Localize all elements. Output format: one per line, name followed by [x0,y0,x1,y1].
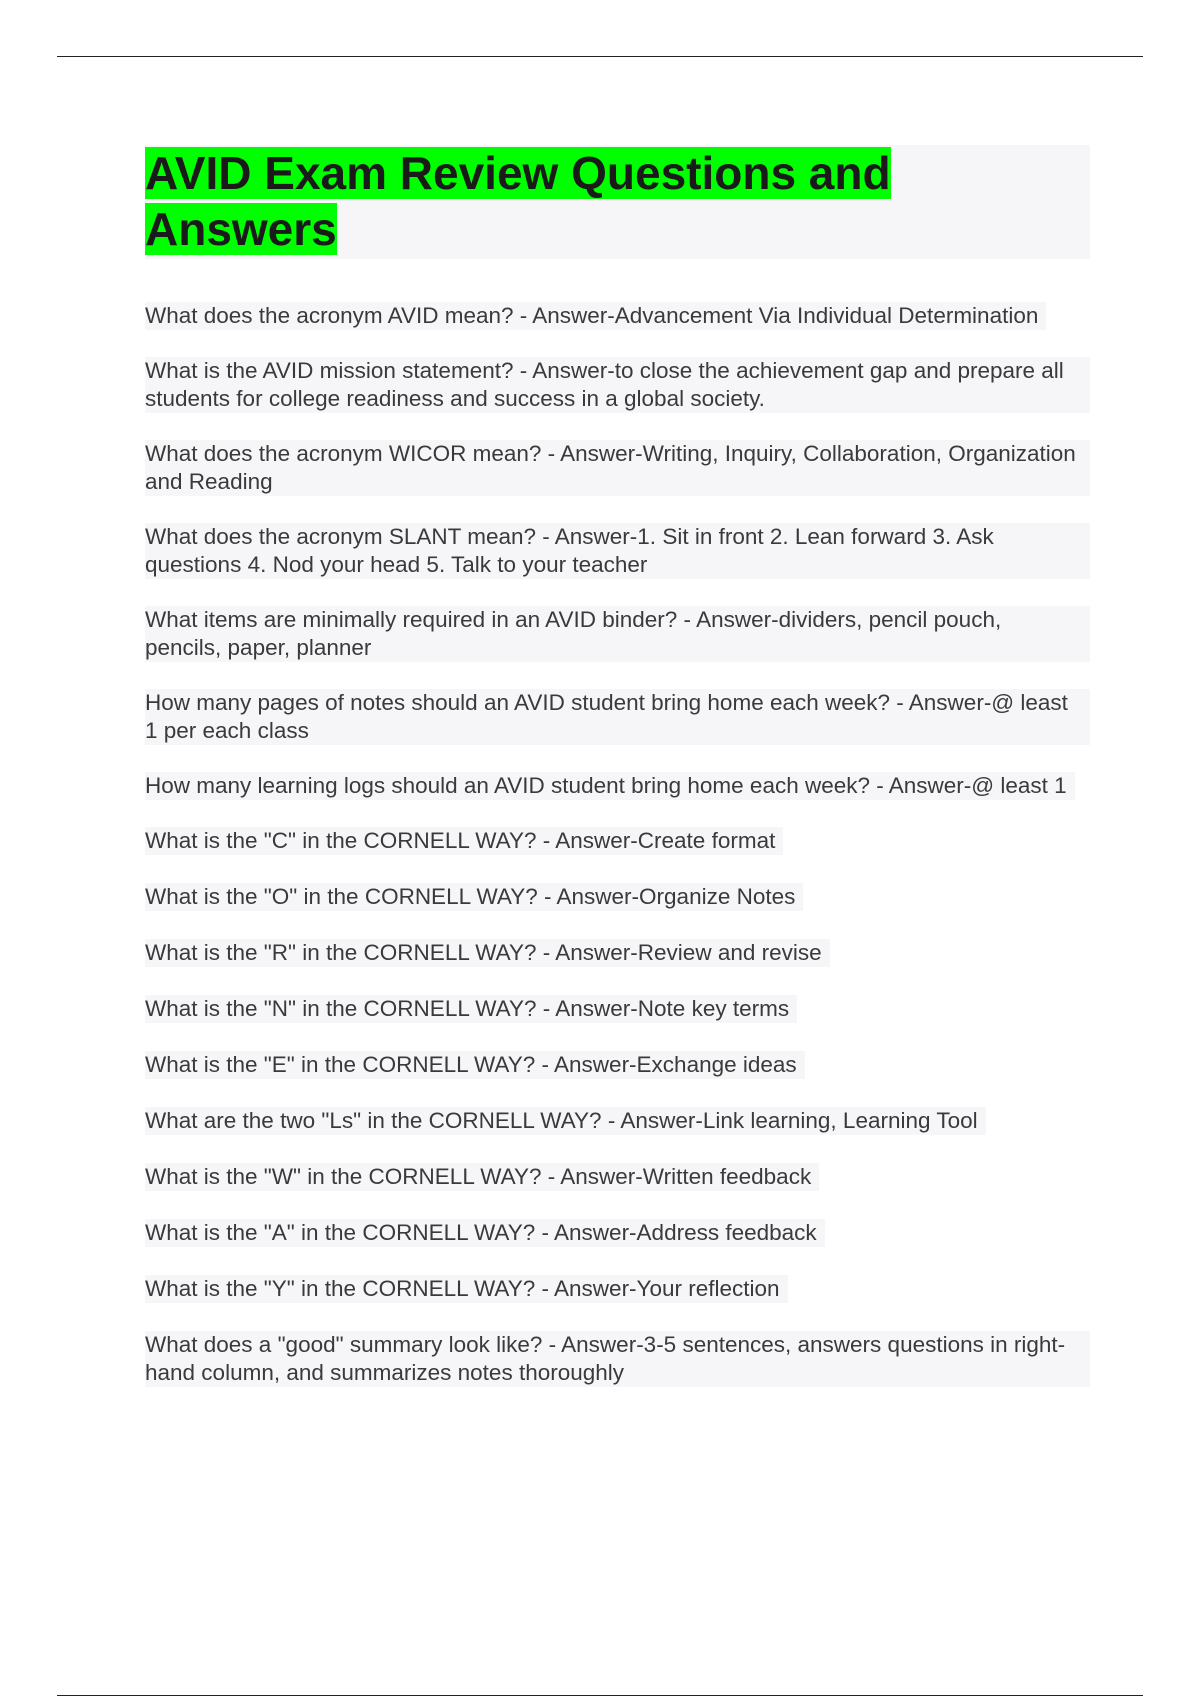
qa-text: What is the "E" in the CORNELL WAY? - Answer-Exchange ideas [145,1051,805,1079]
qa-text: What does the acronym SLANT mean? - Answer-1. Sit in front 2. Lean forward 3. Ask questions 4. Nod your head 5. Talk to your teacher [145,523,1090,579]
list-item [145,1051,1090,1079]
list-item [145,523,1090,579]
qa-text: What is the "O" in the CORNELL WAY? - Answer-Organize Notes [145,883,803,911]
qa-text: What does the acronym AVID mean? - Answer-Advancement Via Individual Determination [145,302,1046,330]
qa-text: What does a "good" summary look like? - Answer-3-5 sentences, answers questions in right-hand column, and summarizes notes thoroughly [145,1331,1090,1387]
list-item [145,440,1090,496]
list-item [145,302,1090,330]
qa-text: What items are minimally required in an AVID binder? - Answer-dividers, pencil pouch, pencils, paper, planner [145,606,1090,662]
list-item [145,1331,1090,1387]
page-title-text: AVID Exam Review Questions and Answers [145,147,891,255]
list-item [145,883,1090,911]
qa-text: What is the "R" in the CORNELL WAY? - Answer-Review and revise [145,939,830,967]
qa-text: What are the two "Ls" in the CORNELL WAY? - Answer-Link learning, Learning Tool [145,1107,986,1135]
qa-text: What is the "Y" in the CORNELL WAY? - Answer-Your reflection [145,1275,788,1303]
qa-text: How many learning logs should an AVID student bring home each week? - Answer-@ least 1 [145,772,1075,800]
qa-list [145,302,1090,1387]
qa-text: What is the "A" in the CORNELL WAY? - Answer-Address feedback [145,1219,825,1247]
list-item [145,827,1090,855]
list-item [145,939,1090,967]
bottom-rule [57,1695,1143,1696]
list-item [145,1107,1090,1135]
qa-text: What does the acronym WICOR mean? - Answer-Writing, Inquiry, Collaboration, Organization and Reading [145,440,1090,496]
qa-text: What is the "C" in the CORNELL WAY? - Answer-Create format [145,827,783,855]
list-item [145,1219,1090,1247]
qa-text: What is the AVID mission statement? - Answer-to close the achievement gap and prepare all students for college readiness and success in a global society. [145,357,1090,413]
document-body [145,145,1090,1414]
list-item [145,606,1090,662]
list-item [145,772,1090,800]
list-item [145,357,1090,413]
title-block [145,145,1090,259]
list-item [145,1163,1090,1191]
top-rule [57,56,1143,57]
list-item [145,689,1090,745]
list-item [145,995,1090,1023]
qa-text: What is the "W" in the CORNELL WAY? - Answer-Written feedback [145,1163,819,1191]
page-title [145,145,1090,257]
list-item [145,1275,1090,1303]
qa-text: How many pages of notes should an AVID student bring home each week? - Answer-@ least 1 per each class [145,689,1090,745]
qa-text: What is the "N" in the CORNELL WAY? - Answer-Note key terms [145,995,797,1023]
